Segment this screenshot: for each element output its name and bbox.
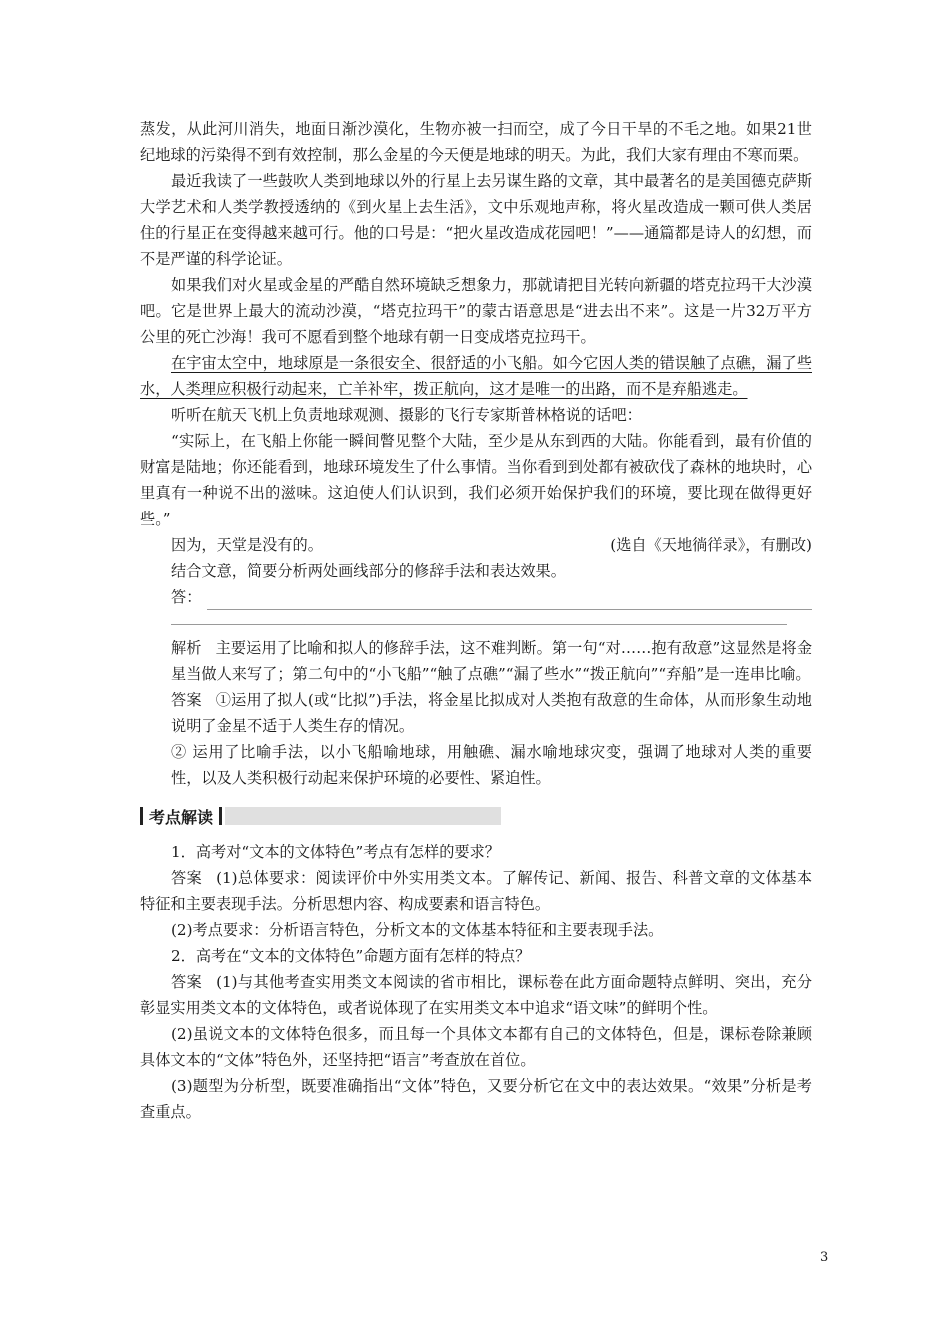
passage-paragraph-3: 如果我们对火星或金星的严酷自然环境缺乏想象力，那就请把目光转向新疆的塔克拉玛干大沙漠吧。它是世界上最大的流动沙漠，“塔克拉玛干”的蒙古语意思是“进去出不来”。这是一片32万平方公里的死亡沙海！我可不愿看到整个地球有朝一日变成塔克拉玛干。 — [140, 276, 812, 346]
page-number: 3 — [820, 1250, 829, 1265]
passage-quote: “实际上，在飞船上你能一瞬间瞥见整个大陆，至少是从东到西的大陆。你能看到，最有价值的财富是陆地；你还能看到，地球环境发生了什么事情。当你看到到处都有被砍伐了森林的地块时，心里真有一种说不出的滋味。这迫使人们认识到，我们必须开始保护我们的环境，要比现在做得更好些。” — [140, 432, 812, 528]
analysis-block — [140, 635, 812, 687]
passage-source: (选自《天地徜徉录》，有删改) — [610, 536, 812, 554]
section-header-fill — [225, 807, 501, 825]
answer-blank-line-2[interactable] — [171, 610, 787, 625]
passage-paragraph-underlined — [140, 350, 812, 402]
document-body — [140, 116, 812, 1125]
passage-paragraph-5: 听听在航天飞机上负责地球观测、摄影的飞行专家斯普林格说的话吧： — [171, 406, 642, 424]
section-title: 考点解读 — [149, 807, 214, 827]
section-answer-1-2: (2)考点要求：分析语言特色，分析文本的文体基本特征和主要表现手法。 — [171, 921, 664, 939]
answer-field-row — [140, 584, 812, 610]
section-answer-1-1-text: (1)总体要求：阅读评价中外实用类文本。了解传记、新闻、报告、科普文章的文体基本特征和主要表现手法。分析思想内容、构成要素和语言特色。 — [140, 869, 813, 913]
section-question-1: 1．高考对“文本的文体特色”考点有怎样的要求？ — [171, 843, 500, 861]
section-answer-2-3: (3)题型为分析型，既要准确指出“文体”特色，又要分析它在文中的表达效果。“效果”分析是考查重点。 — [140, 1077, 812, 1121]
passage-paragraph-2: 最近我读了一些鼓吹人类到地球以外的行星上去另谋生路的文章，其中最著名的是美国德克萨斯大学艺术和人类学教授透纳的《到火星上去生活》，文中乐观地声称，将火星改造成一颗可供人类居住的行星正在变得越来越可行。他的口号是：“把火星改造成花园吧！”——通篇都是诗人的幻想，而不是严谨的科学论证。 — [140, 172, 812, 268]
answer-label-text: 答案 — [171, 691, 202, 709]
analysis-label: 解析 — [171, 639, 202, 657]
passage-paragraph-1: 蒸发，从此河川消失，地面日渐沙漠化，生物亦被一扫而空，成了今日干旱的不毛之地。如果21世纪地球的污染得不到有效控制，那么金星的今天便是地球的明天。为此，我们大家有理由不寒而栗。 — [140, 120, 812, 164]
section-answer-2-1 — [140, 969, 812, 1021]
section-answer-label: 答案 — [171, 869, 203, 887]
question-prompt: 结合文意，简要分析两处画线部分的修辞手法和表达效果。 — [171, 562, 566, 580]
answer-block — [140, 687, 812, 739]
section-answer-2-1-text: (1)与其他考查实用类文本阅读的省市相比，课标卷在此方面命题特点鲜明、突出，充分彰显实用类文本的文体特色，或者说体现了在实用类文本中追求“语文味”的鲜明个性。 — [140, 973, 813, 1017]
answer-item-1: ①运用了拟人(或“比拟”)手法，将金星比拟成对人类抱有敌意的生命体，从而形象生动地说明了金星不适于人类生存的情况。 — [171, 691, 812, 735]
analysis-text: 主要运用了比喻和拟人的修辞手法，这不难判断。第一句“对……抱有敌意”这显然是将金星当做人来写了；第二句中的“小飞船”“触了点礁”“漏了些水”“拨正航向”“弃船”是一连串比喻。 — [171, 639, 813, 683]
passage-closing-row — [140, 532, 812, 558]
section-header — [140, 805, 812, 827]
answer-label: 答： — [171, 588, 202, 606]
underlined-sentence: 在宇宙太空中，地球原是一条很安全、很舒适的小飞船。如今它因人类的错误触了点礁，漏了些水，人类理应积极行动起来，亡羊补牢，拨正航向，这才是唯一的出路，而不是弃船逃走。 — [140, 354, 812, 398]
section-answer-label-2: 答案 — [171, 973, 203, 991]
answer-item-2: ② 运用了比喻手法，以小飞船喻地球，用触礁、漏水喻地球灾变，强调了地球对人类的重要性，以及人类积极行动起来保护环境的必要性、紧迫性。 — [171, 743, 812, 787]
section-question-2: 2．高考在“文本的文体特色”命题方面有怎样的特点？ — [171, 947, 531, 965]
answer-blank-line[interactable] — [207, 591, 812, 610]
section-answer-1-1 — [140, 865, 812, 917]
section-answer-2-2: (2)虽说文本的文体特色很多，而且每一个具体文本都有自己的文体特色，但是，课标卷除兼顾具体文本的“文体”特色外，还坚持把“语言”考查放在首位。 — [140, 1025, 812, 1069]
passage-closing-line: 因为，天堂是没有的。 — [171, 536, 323, 554]
section-bar-right — [219, 807, 222, 825]
